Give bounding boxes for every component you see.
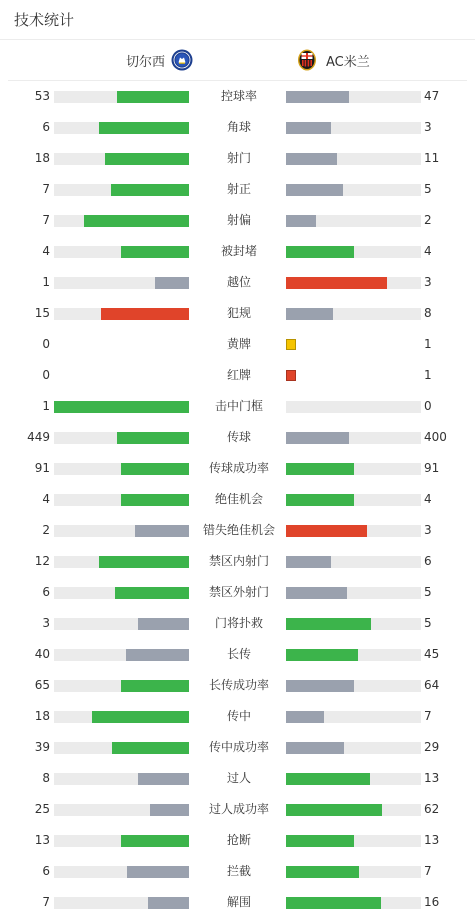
stat-label: 射正 — [226, 182, 251, 196]
stat-label: 过人成功率 — [208, 802, 269, 816]
away-team[interactable] — [296, 40, 370, 80]
home-bar-fill — [126, 649, 189, 661]
home-value: 15 — [34, 306, 50, 320]
home-team[interactable] — [126, 40, 193, 80]
away-bar-track — [286, 804, 421, 816]
home-bar-fill — [111, 184, 189, 196]
home-bar-track — [54, 587, 189, 599]
away-value: 400 — [424, 430, 447, 444]
away-bar-track — [286, 556, 421, 568]
home-value: 65 — [34, 678, 50, 692]
stat-row — [0, 701, 475, 732]
away-bar-fill — [286, 91, 349, 103]
stat-row — [0, 732, 475, 763]
home-bar-track — [54, 525, 189, 537]
stat-row — [0, 515, 475, 546]
away-bar-track — [286, 184, 421, 196]
away-value: 3 — [424, 120, 432, 134]
away-bar-track — [286, 773, 421, 785]
stat-label: 角球 — [226, 120, 251, 134]
home-bar-track — [54, 246, 189, 258]
home-value: 53 — [34, 89, 50, 103]
chelsea-crest-icon — [171, 49, 193, 71]
stat-row — [0, 174, 475, 205]
away-bar-fill — [286, 308, 333, 320]
away-bar-fill — [286, 866, 359, 878]
away-bar-fill — [286, 525, 367, 537]
home-value: 12 — [34, 554, 50, 568]
away-bar-fill — [286, 432, 349, 444]
stat-label: 红牌 — [226, 368, 251, 382]
stat-row — [0, 391, 475, 422]
home-bar-track — [54, 277, 189, 289]
home-bar-track — [54, 556, 189, 568]
home-value: 13 — [34, 833, 50, 847]
stat-row — [0, 298, 475, 329]
home-bar-fill — [121, 835, 189, 847]
stat-label: 错失绝佳机会 — [202, 523, 275, 537]
away-bar-track — [286, 401, 421, 413]
home-bar-fill — [127, 866, 189, 878]
home-bar-fill — [105, 153, 189, 165]
away-bar-fill — [286, 773, 370, 785]
stat-label: 过人 — [226, 771, 251, 785]
stat-row — [0, 887, 475, 918]
home-bar-track — [54, 153, 189, 165]
away-team-name: AC米兰 — [326, 54, 370, 70]
away-bar-fill — [286, 277, 387, 289]
home-bar-track — [54, 494, 189, 506]
home-bar-fill — [150, 804, 189, 816]
away-value: 11 — [424, 151, 440, 165]
stat-row — [0, 81, 475, 112]
away-bar-track — [286, 866, 421, 878]
away-value: 13 — [424, 833, 440, 847]
home-bar-track — [54, 618, 189, 630]
home-bar-track — [54, 804, 189, 816]
stat-label: 抢断 — [226, 833, 251, 847]
away-value: 1 — [424, 368, 432, 382]
home-bar-fill — [117, 91, 189, 103]
home-bar-fill — [115, 587, 189, 599]
home-value: 2 — [42, 523, 50, 537]
away-bar-fill — [286, 711, 324, 723]
stat-row — [0, 143, 475, 174]
away-bar-track — [286, 432, 421, 444]
away-value: 4 — [424, 244, 432, 258]
away-value: 7 — [424, 864, 432, 878]
away-bar-track — [286, 91, 421, 103]
away-bar-fill — [286, 742, 344, 754]
home-bar-fill — [148, 897, 189, 909]
home-bar-fill — [138, 618, 189, 630]
away-value: 29 — [424, 740, 440, 754]
away-bar-track — [286, 463, 421, 475]
stat-label: 射偏 — [226, 213, 251, 227]
stat-row — [0, 329, 475, 360]
red-card-icon — [286, 370, 296, 381]
stat-row — [0, 205, 475, 236]
stat-row — [0, 794, 475, 825]
home-bar-track — [54, 897, 189, 909]
away-value: 6 — [424, 554, 432, 568]
away-bar-fill — [286, 153, 337, 165]
stat-row — [0, 825, 475, 856]
home-value: 449 — [27, 430, 50, 444]
away-bar-fill — [286, 122, 331, 134]
home-bar-track — [54, 866, 189, 878]
stat-label: 绝佳机会 — [214, 492, 263, 506]
home-bar-track — [54, 184, 189, 196]
away-bar-track — [286, 153, 421, 165]
away-value: 2 — [424, 213, 432, 227]
away-value: 8 — [424, 306, 432, 320]
away-bar-track — [286, 897, 421, 909]
away-bar-track — [286, 277, 421, 289]
away-bar-fill — [286, 463, 354, 475]
away-value: 7 — [424, 709, 432, 723]
home-bar-fill — [138, 773, 189, 785]
stat-row — [0, 856, 475, 887]
stat-row — [0, 360, 475, 391]
away-value: 45 — [424, 647, 440, 661]
home-bar-fill — [54, 401, 189, 413]
ac-milan-crest-icon — [296, 49, 318, 71]
away-bar-fill — [286, 835, 354, 847]
home-bar-fill — [135, 525, 189, 537]
home-bar-track — [54, 432, 189, 444]
stat-label: 长传 — [226, 647, 251, 661]
away-value: 62 — [424, 802, 440, 816]
stat-row — [0, 422, 475, 453]
home-bar-fill — [121, 246, 189, 258]
home-value: 6 — [42, 120, 50, 134]
home-value: 0 — [42, 337, 50, 351]
away-bar-track — [286, 215, 421, 227]
home-value: 3 — [42, 616, 50, 630]
yellow-card-icon — [286, 339, 296, 350]
away-bar-track — [286, 246, 421, 258]
away-bar-track — [286, 618, 421, 630]
home-bar-track — [54, 401, 189, 413]
away-value: 4 — [424, 492, 432, 506]
stat-label: 传中成功率 — [208, 740, 269, 754]
away-value: 16 — [424, 895, 440, 909]
stat-row — [0, 670, 475, 701]
away-bar-fill — [286, 556, 331, 568]
stat-label: 被封堵 — [220, 244, 257, 258]
away-bar-track — [286, 835, 421, 847]
stat-row — [0, 267, 475, 298]
header — [0, 0, 475, 40]
stat-row — [0, 546, 475, 577]
stat-label: 长传成功率 — [208, 678, 269, 692]
away-bar-fill — [286, 215, 316, 227]
home-value: 0 — [42, 368, 50, 382]
home-bar-fill — [84, 215, 189, 227]
stat-label: 控球率 — [220, 89, 257, 103]
away-bar-track — [286, 122, 421, 134]
stat-label: 拦截 — [226, 864, 251, 878]
away-bar-track — [286, 680, 421, 692]
home-bar-track — [54, 680, 189, 692]
away-value: 0 — [424, 399, 432, 413]
home-value: 40 — [34, 647, 50, 661]
stat-label: 犯规 — [226, 306, 251, 320]
stat-label: 黄牌 — [226, 337, 251, 351]
away-value: 5 — [424, 585, 432, 599]
away-value: 3 — [424, 275, 432, 289]
home-value: 7 — [42, 895, 50, 909]
away-bar-track — [286, 587, 421, 599]
away-bar-fill — [286, 897, 381, 909]
home-value: 1 — [42, 399, 50, 413]
stat-row — [0, 484, 475, 515]
stat-label: 传球成功率 — [208, 461, 269, 475]
home-bar-track — [54, 711, 189, 723]
away-bar-fill — [286, 618, 371, 630]
stat-row — [0, 639, 475, 670]
away-value: 1 — [424, 337, 432, 351]
stat-row — [0, 112, 475, 143]
home-value: 7 — [42, 213, 50, 227]
home-value: 6 — [42, 585, 50, 599]
away-bar-track — [286, 742, 421, 754]
home-value: 18 — [34, 709, 50, 723]
home-bar-track — [54, 649, 189, 661]
stat-label: 击中门框 — [214, 399, 263, 413]
stat-row — [0, 763, 475, 794]
stat-label: 传中 — [226, 709, 251, 723]
home-bar-fill — [101, 308, 189, 320]
home-bar-track — [54, 742, 189, 754]
stat-label: 禁区外射门 — [208, 585, 269, 599]
away-bar-fill — [286, 184, 343, 196]
home-team-name: 切尔西 — [126, 54, 166, 70]
stat-row — [0, 236, 475, 267]
home-bar-fill — [99, 556, 189, 568]
away-bar-fill — [286, 680, 354, 692]
home-bar-fill — [121, 494, 189, 506]
home-bar-track — [54, 463, 189, 475]
away-value: 47 — [424, 89, 440, 103]
home-value: 4 — [42, 492, 50, 506]
home-bar-fill — [121, 463, 189, 475]
stat-row — [0, 608, 475, 639]
stat-row — [0, 453, 475, 484]
home-bar-track — [54, 773, 189, 785]
home-bar-track — [54, 215, 189, 227]
away-bar-track — [286, 525, 421, 537]
away-bar-track — [286, 494, 421, 506]
home-value: 25 — [34, 802, 50, 816]
home-bar-track — [54, 91, 189, 103]
stat-label: 射门 — [226, 151, 251, 165]
stat-label: 越位 — [226, 275, 251, 289]
away-bar-track — [286, 711, 421, 723]
away-bar-fill — [286, 649, 358, 661]
home-value: 91 — [34, 461, 50, 475]
away-value: 3 — [424, 523, 432, 537]
home-value: 6 — [42, 864, 50, 878]
away-bar-track — [286, 308, 421, 320]
stat-label: 传球 — [226, 430, 251, 444]
away-bar-fill — [286, 246, 354, 258]
home-bar-track — [54, 835, 189, 847]
away-value: 5 — [424, 182, 432, 196]
home-value: 4 — [42, 244, 50, 258]
home-value: 18 — [34, 151, 50, 165]
home-value: 8 — [42, 771, 50, 785]
home-bar-track — [54, 122, 189, 134]
home-bar-fill — [121, 680, 189, 692]
teams-header — [8, 40, 467, 81]
stat-label: 禁区内射门 — [208, 554, 269, 568]
home-bar-track — [54, 308, 189, 320]
away-bar-fill — [286, 494, 354, 506]
home-bar-fill — [155, 277, 189, 289]
home-bar-fill — [117, 432, 189, 444]
home-value: 7 — [42, 182, 50, 196]
stat-row — [0, 577, 475, 608]
away-value: 5 — [424, 616, 432, 630]
away-bar-fill — [286, 587, 347, 599]
stat-label: 解围 — [226, 895, 251, 909]
away-value: 13 — [424, 771, 440, 785]
away-value: 91 — [424, 461, 440, 475]
home-value: 39 — [34, 740, 50, 754]
away-bar-track — [286, 649, 421, 661]
away-value: 64 — [424, 678, 440, 692]
home-bar-fill — [92, 711, 189, 723]
home-bar-fill — [112, 742, 189, 754]
page-title: 技术统计 — [14, 11, 75, 29]
stat-label: 门将扑救 — [214, 616, 263, 630]
away-bar-fill — [286, 804, 382, 816]
home-value: 1 — [42, 275, 50, 289]
home-bar-fill — [99, 122, 189, 134]
